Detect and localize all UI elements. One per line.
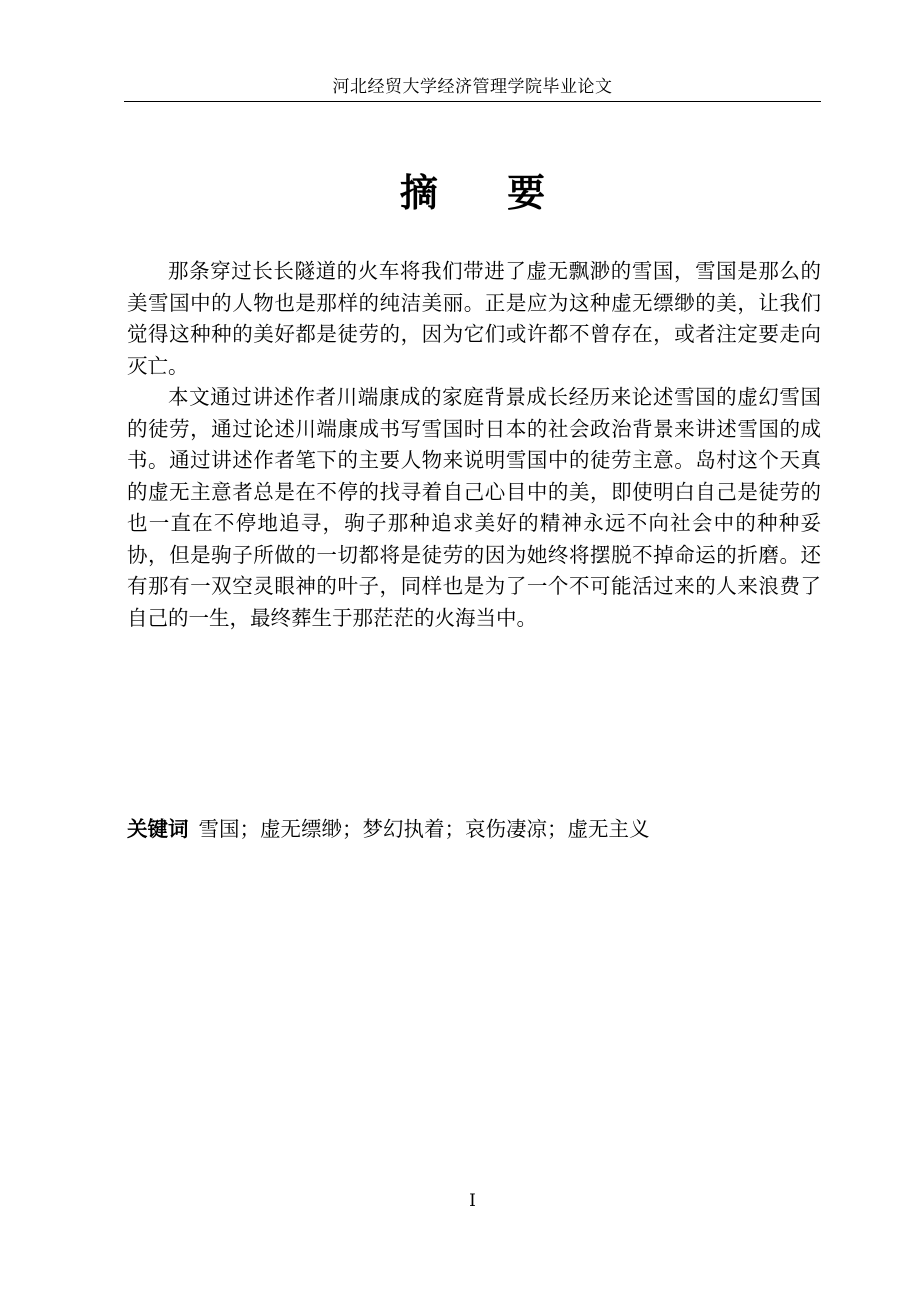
abstract-paragraph-1: 那条穿过长长隧道的火车将我们带进了虚无飘渺的雪国，雪国是那么的美雪国中的人物也是那样的纯洁美丽。正是应为这种虚无缥缈的美，让我们觉得这种种的美好都是徒劳的，因为它们或许都不曾存在，或者注定要走向灭亡。 (127, 259, 821, 378)
abstract-paragraph-2: 本文通过讲述作者川端康成的家庭背景成长经历来论述雪国的虚幻雪国的徒劳，通过论述川端康成书写雪国时日本的社会政治背景来讲述雪国的成书。通过讲述作者笔下的主要人物来说明雪国中的徒劳主意。岛村这个天真的虚无主意者总是在不停的找寻着自己心目中的美，即使明白自己是徒劳的也一直在不停地追寻，驹子那种追求美好的精神永远不向社会中的种种妥协，但是驹子所做的一切都将是徒劳的因为她终将摆脱不掉命运的折磨。还有那有一双空灵眼神的叶子，同样也是为了一个不可能活过来的人来浪费了自己的一生，最终葬生于那茫茫的火海当中。 (127, 385, 821, 630)
page-title: 摘 要 (399, 171, 574, 215)
keywords-label: 关键词 (127, 817, 189, 841)
page-number: I (469, 1191, 476, 1211)
abstract-body (127, 256, 821, 634)
running-header: 河北经贸大学经济管理学院毕业论文 (332, 77, 613, 97)
header-rule (124, 101, 821, 102)
keywords-value: 雪国；虚无缥缈；梦幻执着；哀伤凄凉；虚无主义 (198, 817, 650, 841)
keywords-line (127, 814, 821, 846)
